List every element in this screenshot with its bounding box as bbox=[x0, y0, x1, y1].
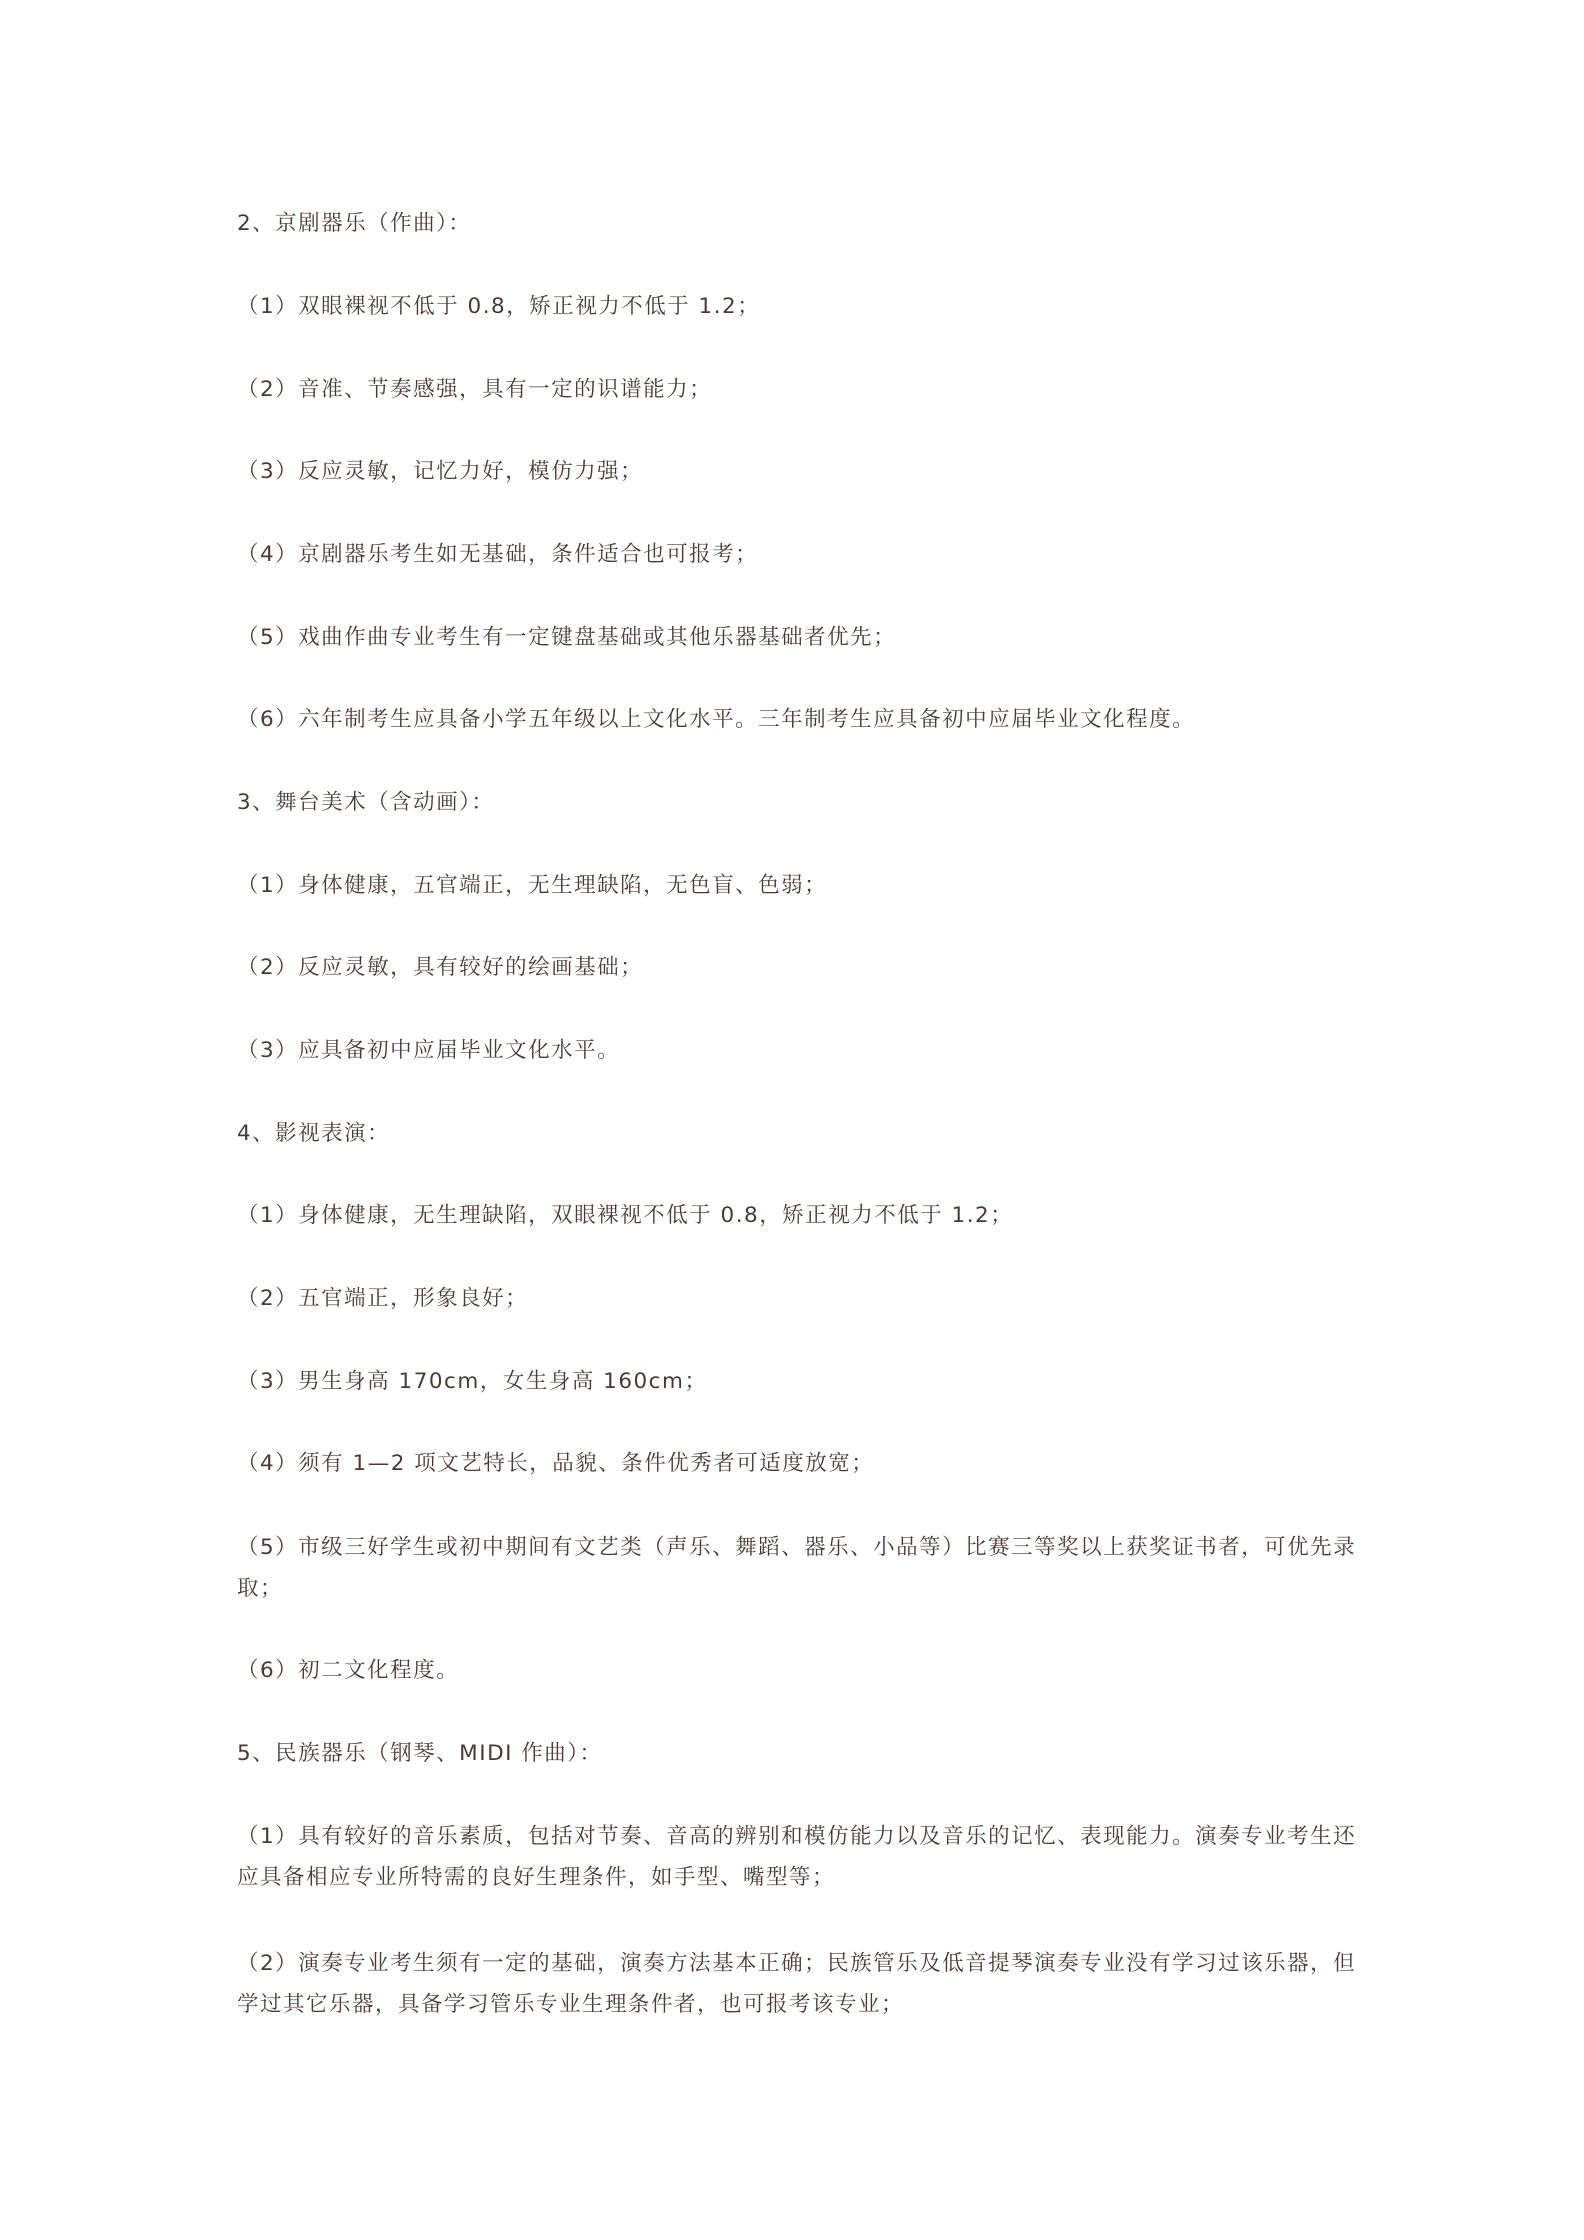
section-heading-jingju-instrumental: 2、京剧器乐（作曲）： bbox=[237, 211, 472, 236]
list-item: （3）反应灵敏，记忆力好，模仿力强； bbox=[237, 459, 644, 484]
list-item: （4）京剧器乐考生如无基础，条件适合也可报考； bbox=[237, 542, 759, 567]
list-item: （4）须有 1—2 项文艺特长，品貌、条件优秀者可适度放宽； bbox=[237, 1451, 875, 1476]
list-item: （1）身体健康，无生理缺陷，双眼裸视不低于 0.8，矫正视力不低于 1.2； bbox=[237, 1203, 1014, 1228]
list-item: （2）五官端正，形象良好； bbox=[237, 1286, 529, 1311]
list-item: （2）反应灵敏，具有较好的绘画基础； bbox=[237, 955, 644, 980]
list-item: （2）音准、节奏感强，具有一定的识谱能力； bbox=[237, 377, 713, 402]
section-heading-stage-art: 3、舞台美术（含动画）： bbox=[237, 790, 495, 815]
list-item: （1）双眼裸视不低于 0.8，矫正视力不低于 1.2； bbox=[237, 294, 761, 319]
list-item: （3）男生身高 170cm，女生身高 160cm； bbox=[237, 1369, 708, 1394]
list-item: （1）身体健康，五官端正，无生理缺陷，无色盲、色弱； bbox=[237, 873, 828, 898]
list-item: （3）应具备初中应届毕业文化水平。 bbox=[237, 1038, 621, 1063]
section-heading-film-acting: 4、影视表演： bbox=[237, 1121, 391, 1146]
list-item: （2）演奏专业考生须有一定的基础，演奏方法基本正确；民族管乐及低音提琴演奏专业没有学习过该乐器，但学过其它乐器，具备学习管乐专业生理条件者，也可报考该专业； bbox=[237, 1951, 1357, 2017]
list-item: （1）具有较好的音乐素质，包括对节奏、音高的辨别和模仿能力以及音乐的记忆、表现能力。演奏专业考生还应具备相应专业所特需的良好生理条件，如手型、嘴型等； bbox=[237, 1824, 1357, 1890]
list-item: （5）市级三好学生或初中期间有文艺类（声乐、舞蹈、器乐、小品等）比赛三等奖以上获奖证书者，可优先录取； bbox=[237, 1535, 1357, 1601]
section-heading-folk-instrumental: 5、民族器乐（钢琴、MIDI 作曲）： bbox=[237, 1741, 603, 1766]
list-item: （6）六年制考生应具备小学五年级以上文化水平。三年制考生应具备初中应届毕业文化程度。 bbox=[237, 707, 1196, 732]
list-item: （6）初二文化程度。 bbox=[237, 1658, 460, 1683]
list-item: （5）戏曲作曲专业考生有一定键盘基础或其他乐器基础者优先； bbox=[237, 625, 897, 650]
